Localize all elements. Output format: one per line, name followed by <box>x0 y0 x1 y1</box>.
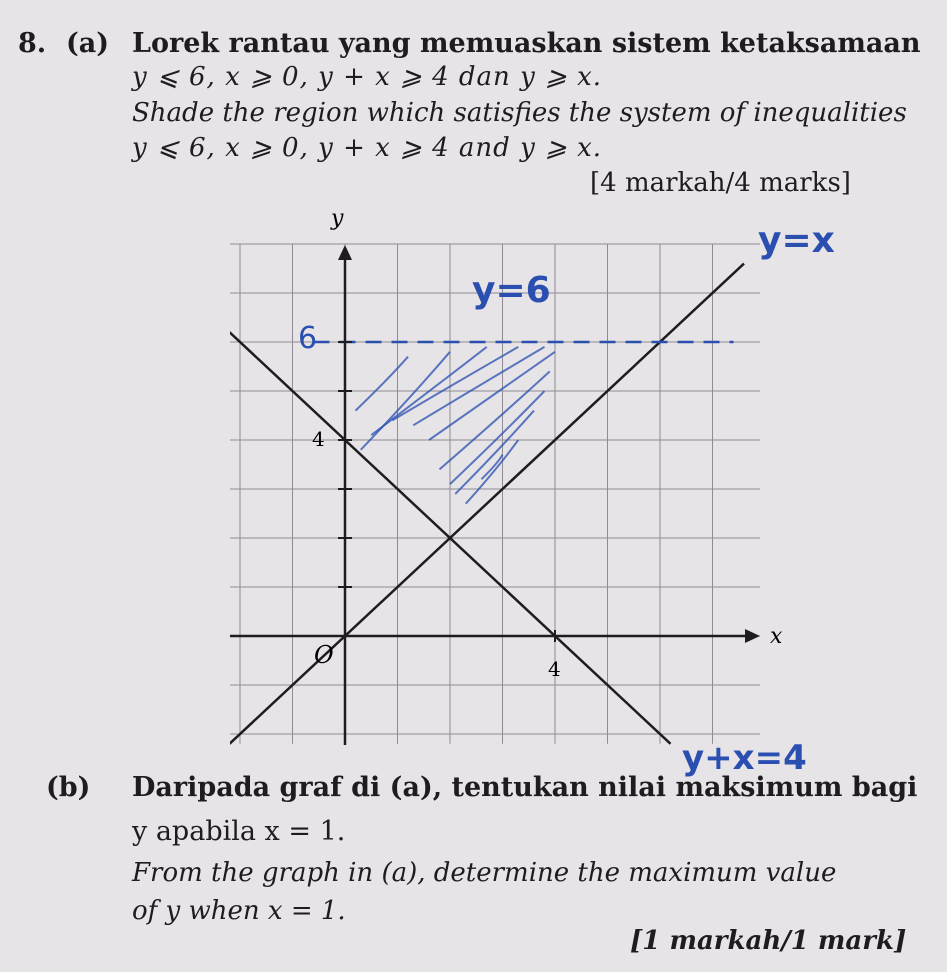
shading-stroke-11 <box>482 455 503 480</box>
x-axis-label: x <box>770 624 783 649</box>
part-a-malay-line1: Lorek rantau yang memuaskan sistem ketaksamaan <box>132 28 921 59</box>
part-a-malay-line2: y ⩽ 6, x ⩾ 0, y + x ⩾ 4 dan y ⩾ x. <box>132 62 602 92</box>
part-a-label: (a) <box>66 28 110 59</box>
y-axis-arrow <box>338 245 352 260</box>
part-b-english-line1: From the graph in (a), determine the maximum value <box>132 858 837 888</box>
shading-stroke-10 <box>356 357 409 411</box>
shading-stroke-5 <box>429 352 555 440</box>
part-a-english-line1: Shade the region which satisfies the system of inequalities <box>132 98 907 128</box>
shading-stroke-9 <box>466 440 519 504</box>
part-b-malay-line2: y apabila x = 1. <box>132 816 346 847</box>
x-axis-arrow <box>745 629 760 643</box>
part-b-marks: [1 markah/1 mark] <box>630 926 907 956</box>
handwritten-label-y-equals-x: y=x <box>758 220 835 261</box>
part-b-english-line2: of y when x = 1. <box>132 896 346 926</box>
part-a-english-line2: y ⩽ 6, x ⩾ 0, y + x ⩾ 4 and y ⩾ x. <box>132 133 602 163</box>
part-b-malay-line1: Daripada graf di (a), tentukan nilai maksimum bagi <box>132 772 918 803</box>
origin-label: O <box>314 641 334 669</box>
part-b-label: (b) <box>46 772 91 803</box>
handwritten-label-y-plus-x-4: y+x=4 <box>682 738 807 778</box>
y-tick-label-6: 6 <box>298 321 318 356</box>
y-tick-label-4: 4 <box>312 427 325 451</box>
x-tick-label-4: 4 <box>548 657 561 681</box>
shading-stroke-7 <box>450 391 545 484</box>
shading-stroke-3 <box>392 347 518 421</box>
shading-stroke-4 <box>413 347 544 425</box>
handwritten-label-y-equals-6: y=6 <box>472 270 551 311</box>
part-a-marks: [4 markah/4 marks] <box>590 168 851 198</box>
shaded-region <box>356 347 556 504</box>
question-number: 8. <box>18 28 47 59</box>
shading-stroke-8 <box>455 411 534 494</box>
y-axis-label: y <box>331 206 344 231</box>
